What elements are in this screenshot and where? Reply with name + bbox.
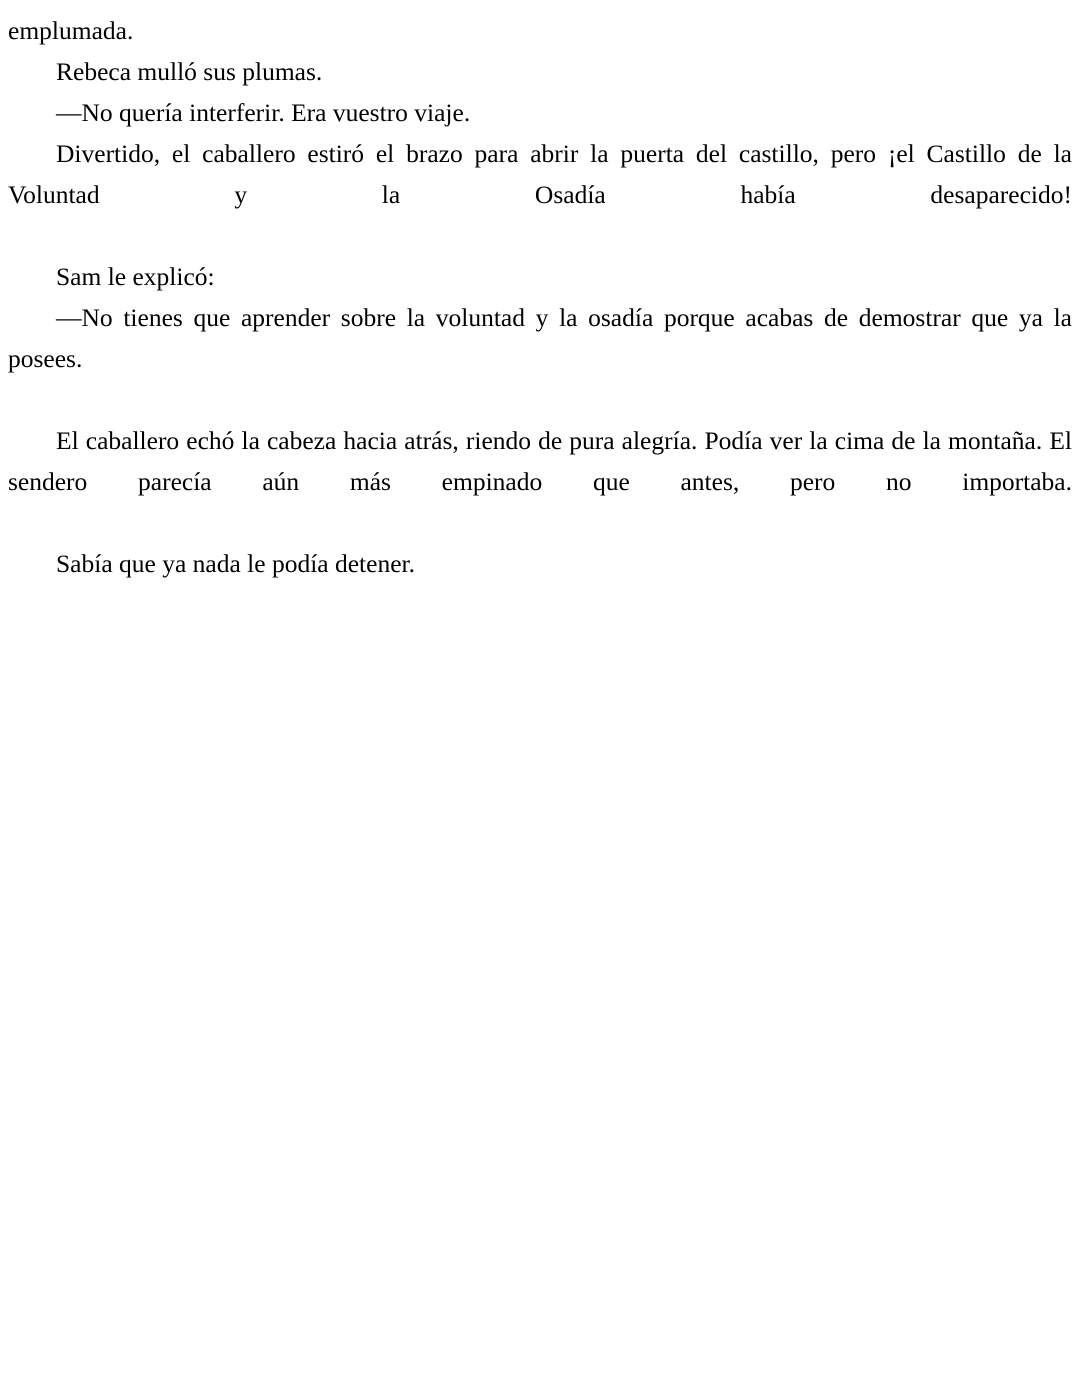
paragraph-1: emplumada. — [8, 16, 134, 45]
paragraph-6: —No tienes que aprender sobre la voluntad y la osadía porque acabas de demostrar que ya la posees. — [8, 303, 1072, 373]
paragraph-3: —No quería interferir. Era vuestro viaje. — [56, 98, 471, 127]
paragraph-5: Sam le explicó: — [56, 262, 215, 291]
body-text-block — [8, 10, 1072, 584]
paragraph-2: Rebeca mulló sus plumas. — [56, 57, 323, 86]
paragraph-4: Divertido, el caballero estiró el brazo para abrir la puerta del castillo, pero ¡el Castillo de la Voluntad y la Osadía había desaparecido! — [8, 139, 1072, 209]
paragraph-8: Sabía que ya nada le podía detener. — [56, 549, 415, 578]
paragraph-7: El caballero echó la cabeza hacia atrás, riendo de pura alegría. Podía ver la cima de la montaña. El sendero parecía aún más empinado que antes, pero no importaba. — [8, 426, 1072, 496]
